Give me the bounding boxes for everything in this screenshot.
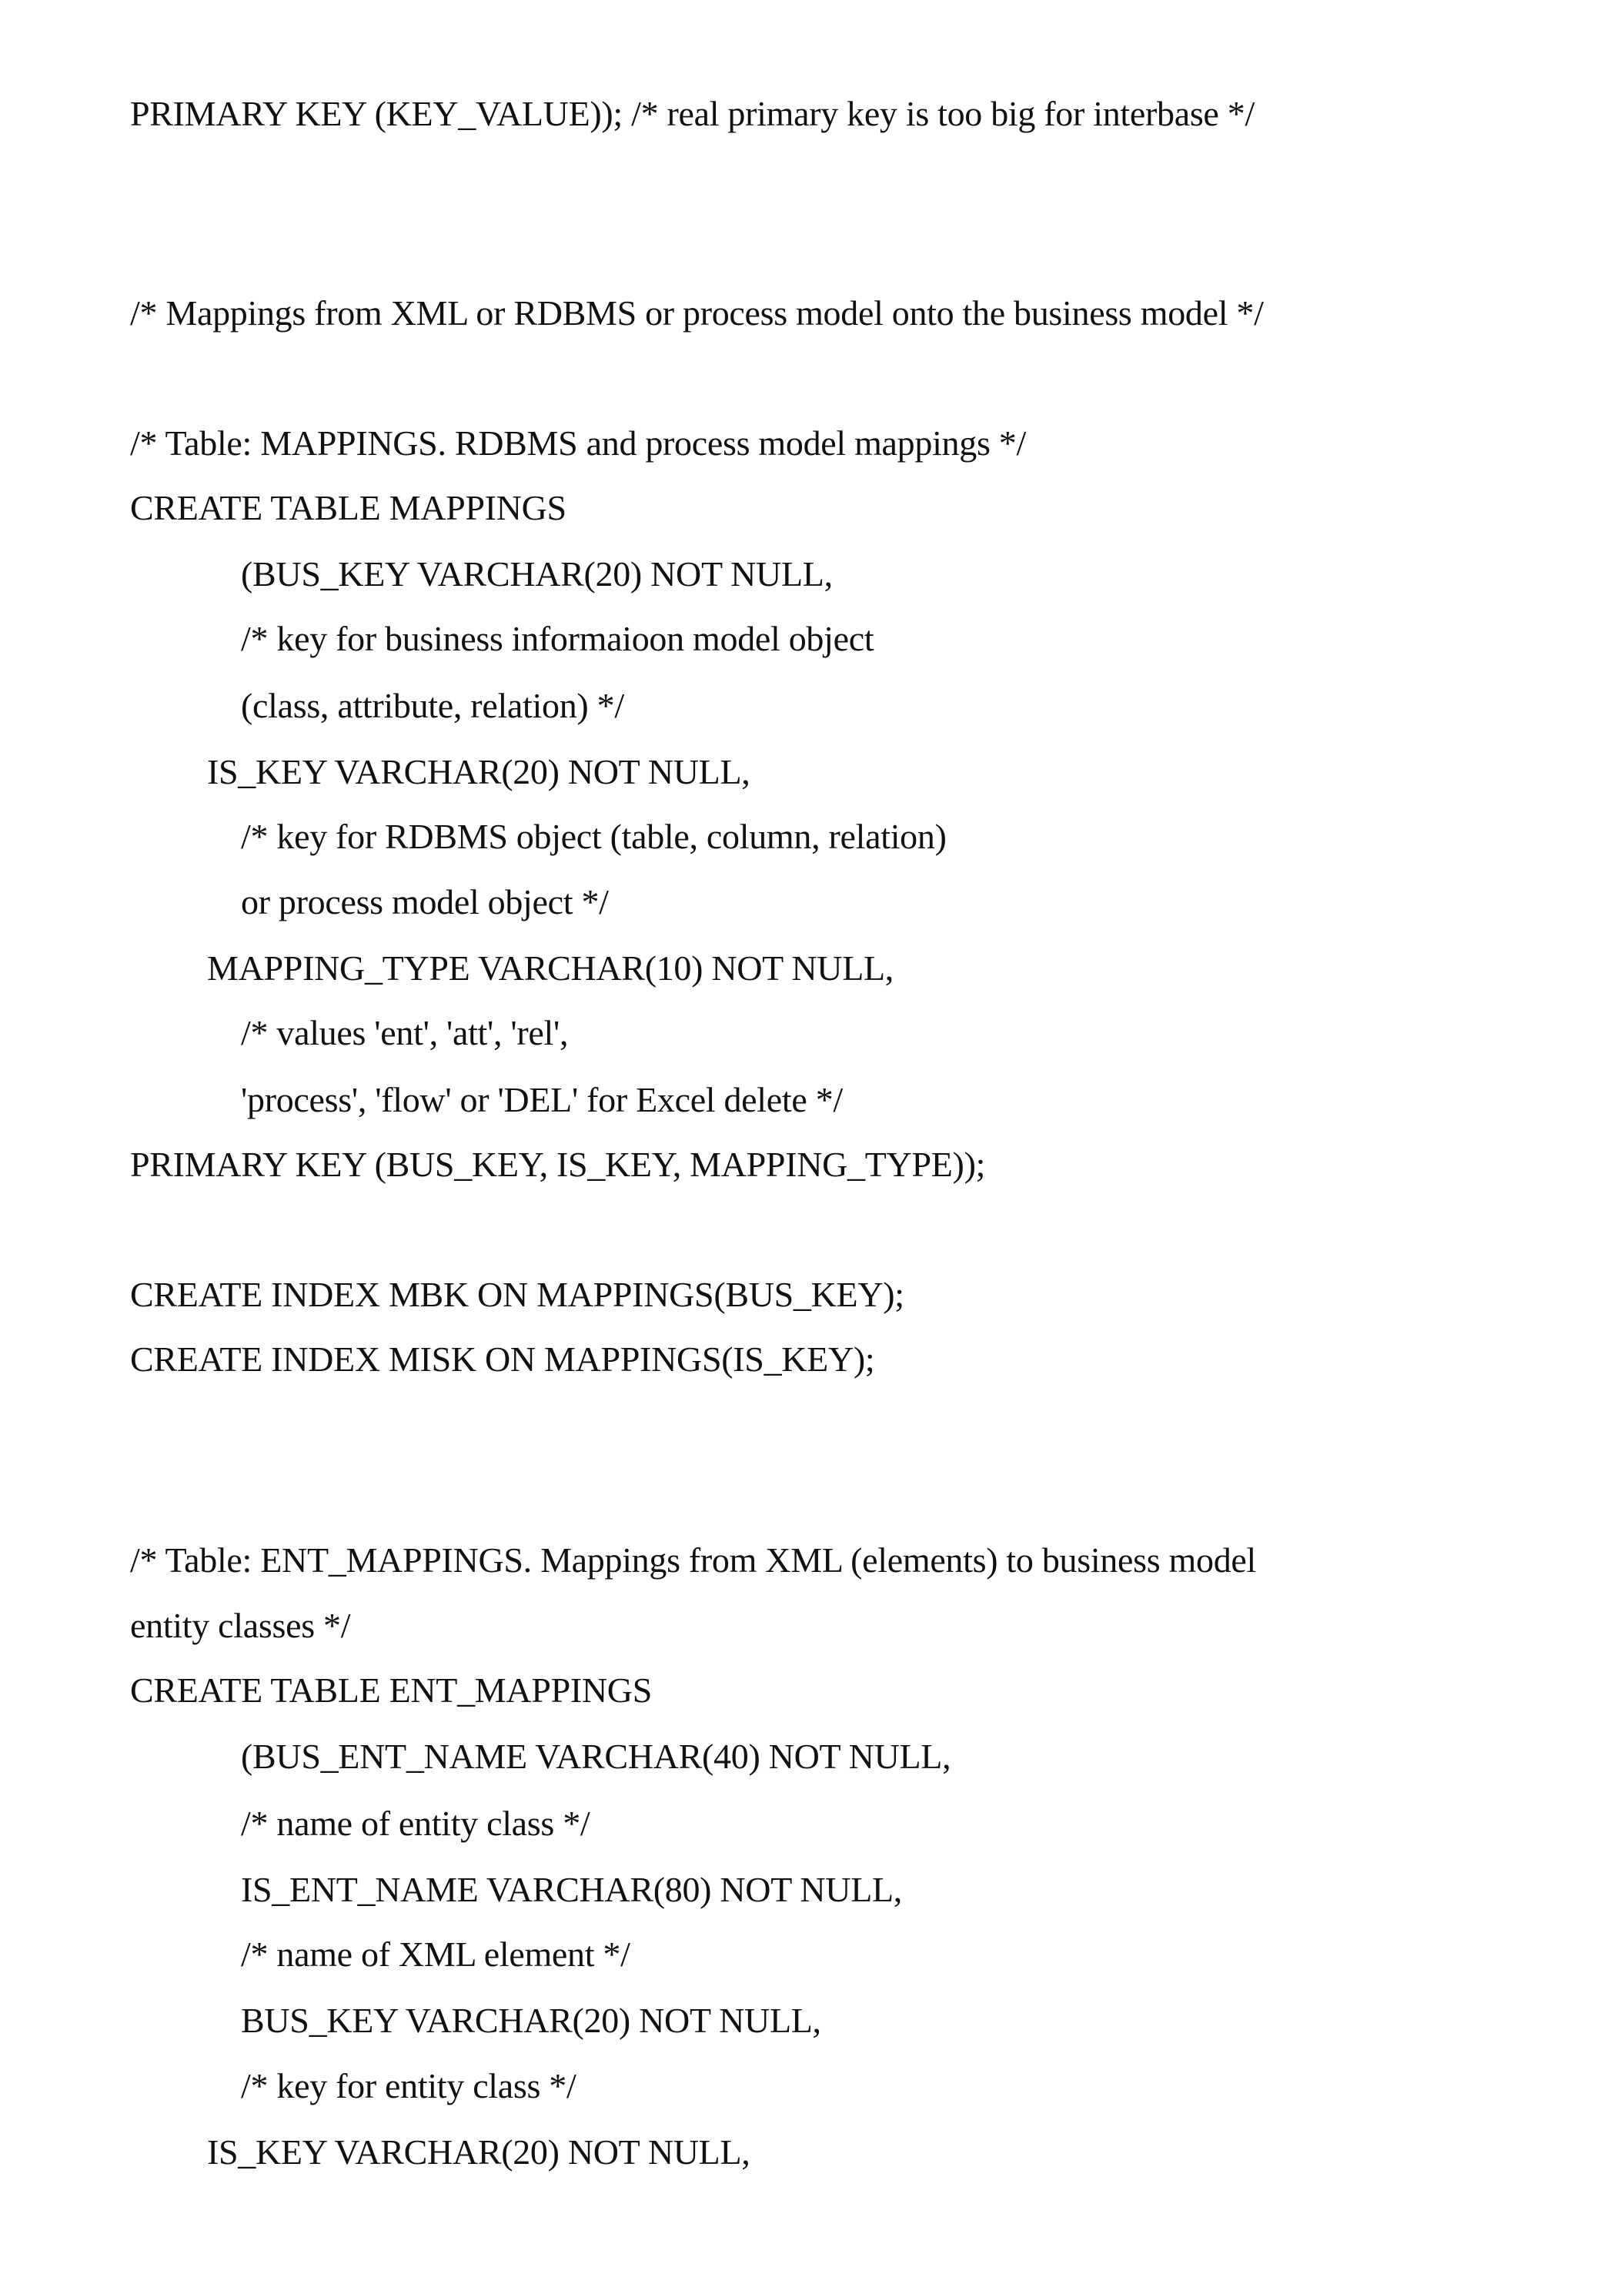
table-comment: /* Table: MAPPINGS. RDBMS and process model mappings */ (130, 422, 1026, 465)
code-comment: /* key for business informaioon model object (241, 617, 874, 660)
code-line: IS_ENT_NAME VARCHAR(80) NOT NULL, (241, 1868, 902, 1911)
code-comment: 'process', 'flow' or 'DEL' for Excel delete */ (241, 1078, 843, 1122)
code-line: CREATE INDEX MBK ON MAPPINGS(BUS_KEY); (130, 1273, 904, 1316)
code-line: CREATE INDEX MISK ON MAPPINGS(IS_KEY); (130, 1338, 874, 1381)
code-line: MAPPING_TYPE VARCHAR(10) NOT NULL, (207, 947, 894, 990)
section-comment: /* Mappings from XML or RDBMS or process model onto the business model */ (130, 292, 1264, 335)
code-comment: /* name of XML element */ (241, 1933, 630, 1976)
code-line: IS_KEY VARCHAR(20) NOT NULL, (207, 2131, 750, 2174)
code-line: CREATE TABLE ENT_MAPPINGS (130, 1669, 652, 1712)
code-line: (BUS_KEY VARCHAR(20) NOT NULL, (241, 553, 833, 596)
code-comment: or process model object */ (241, 881, 609, 924)
code-comment: /* values 'ent', 'att', 'rel', (241, 1012, 568, 1055)
code-line: PRIMARY KEY (KEY_VALUE)); /* real primary key is too big for interbase */ (130, 92, 1255, 135)
code-line: (BUS_ENT_NAME VARCHAR(40) NOT NULL, (241, 1735, 951, 1778)
code-line: IS_KEY VARCHAR(20) NOT NULL, (207, 751, 750, 794)
table-comment: entity classes */ (130, 1604, 350, 1647)
code-comment: /* key for RDBMS object (table, column, relation) (241, 815, 947, 858)
table-comment: /* Table: ENT_MAPPINGS. Mappings from XML (elements) to business model (130, 1539, 1256, 1582)
code-line: CREATE TABLE MAPPINGS (130, 487, 566, 530)
code-comment: (class, attribute, relation) */ (241, 684, 624, 727)
code-comment: /* key for entity class */ (241, 2065, 576, 2108)
code-line: PRIMARY KEY (BUS_KEY, IS_KEY, MAPPING_TYPE)); (130, 1143, 985, 1186)
code-comment: /* name of entity class */ (241, 1802, 590, 1845)
code-line: BUS_KEY VARCHAR(20) NOT NULL, (241, 1999, 821, 2042)
